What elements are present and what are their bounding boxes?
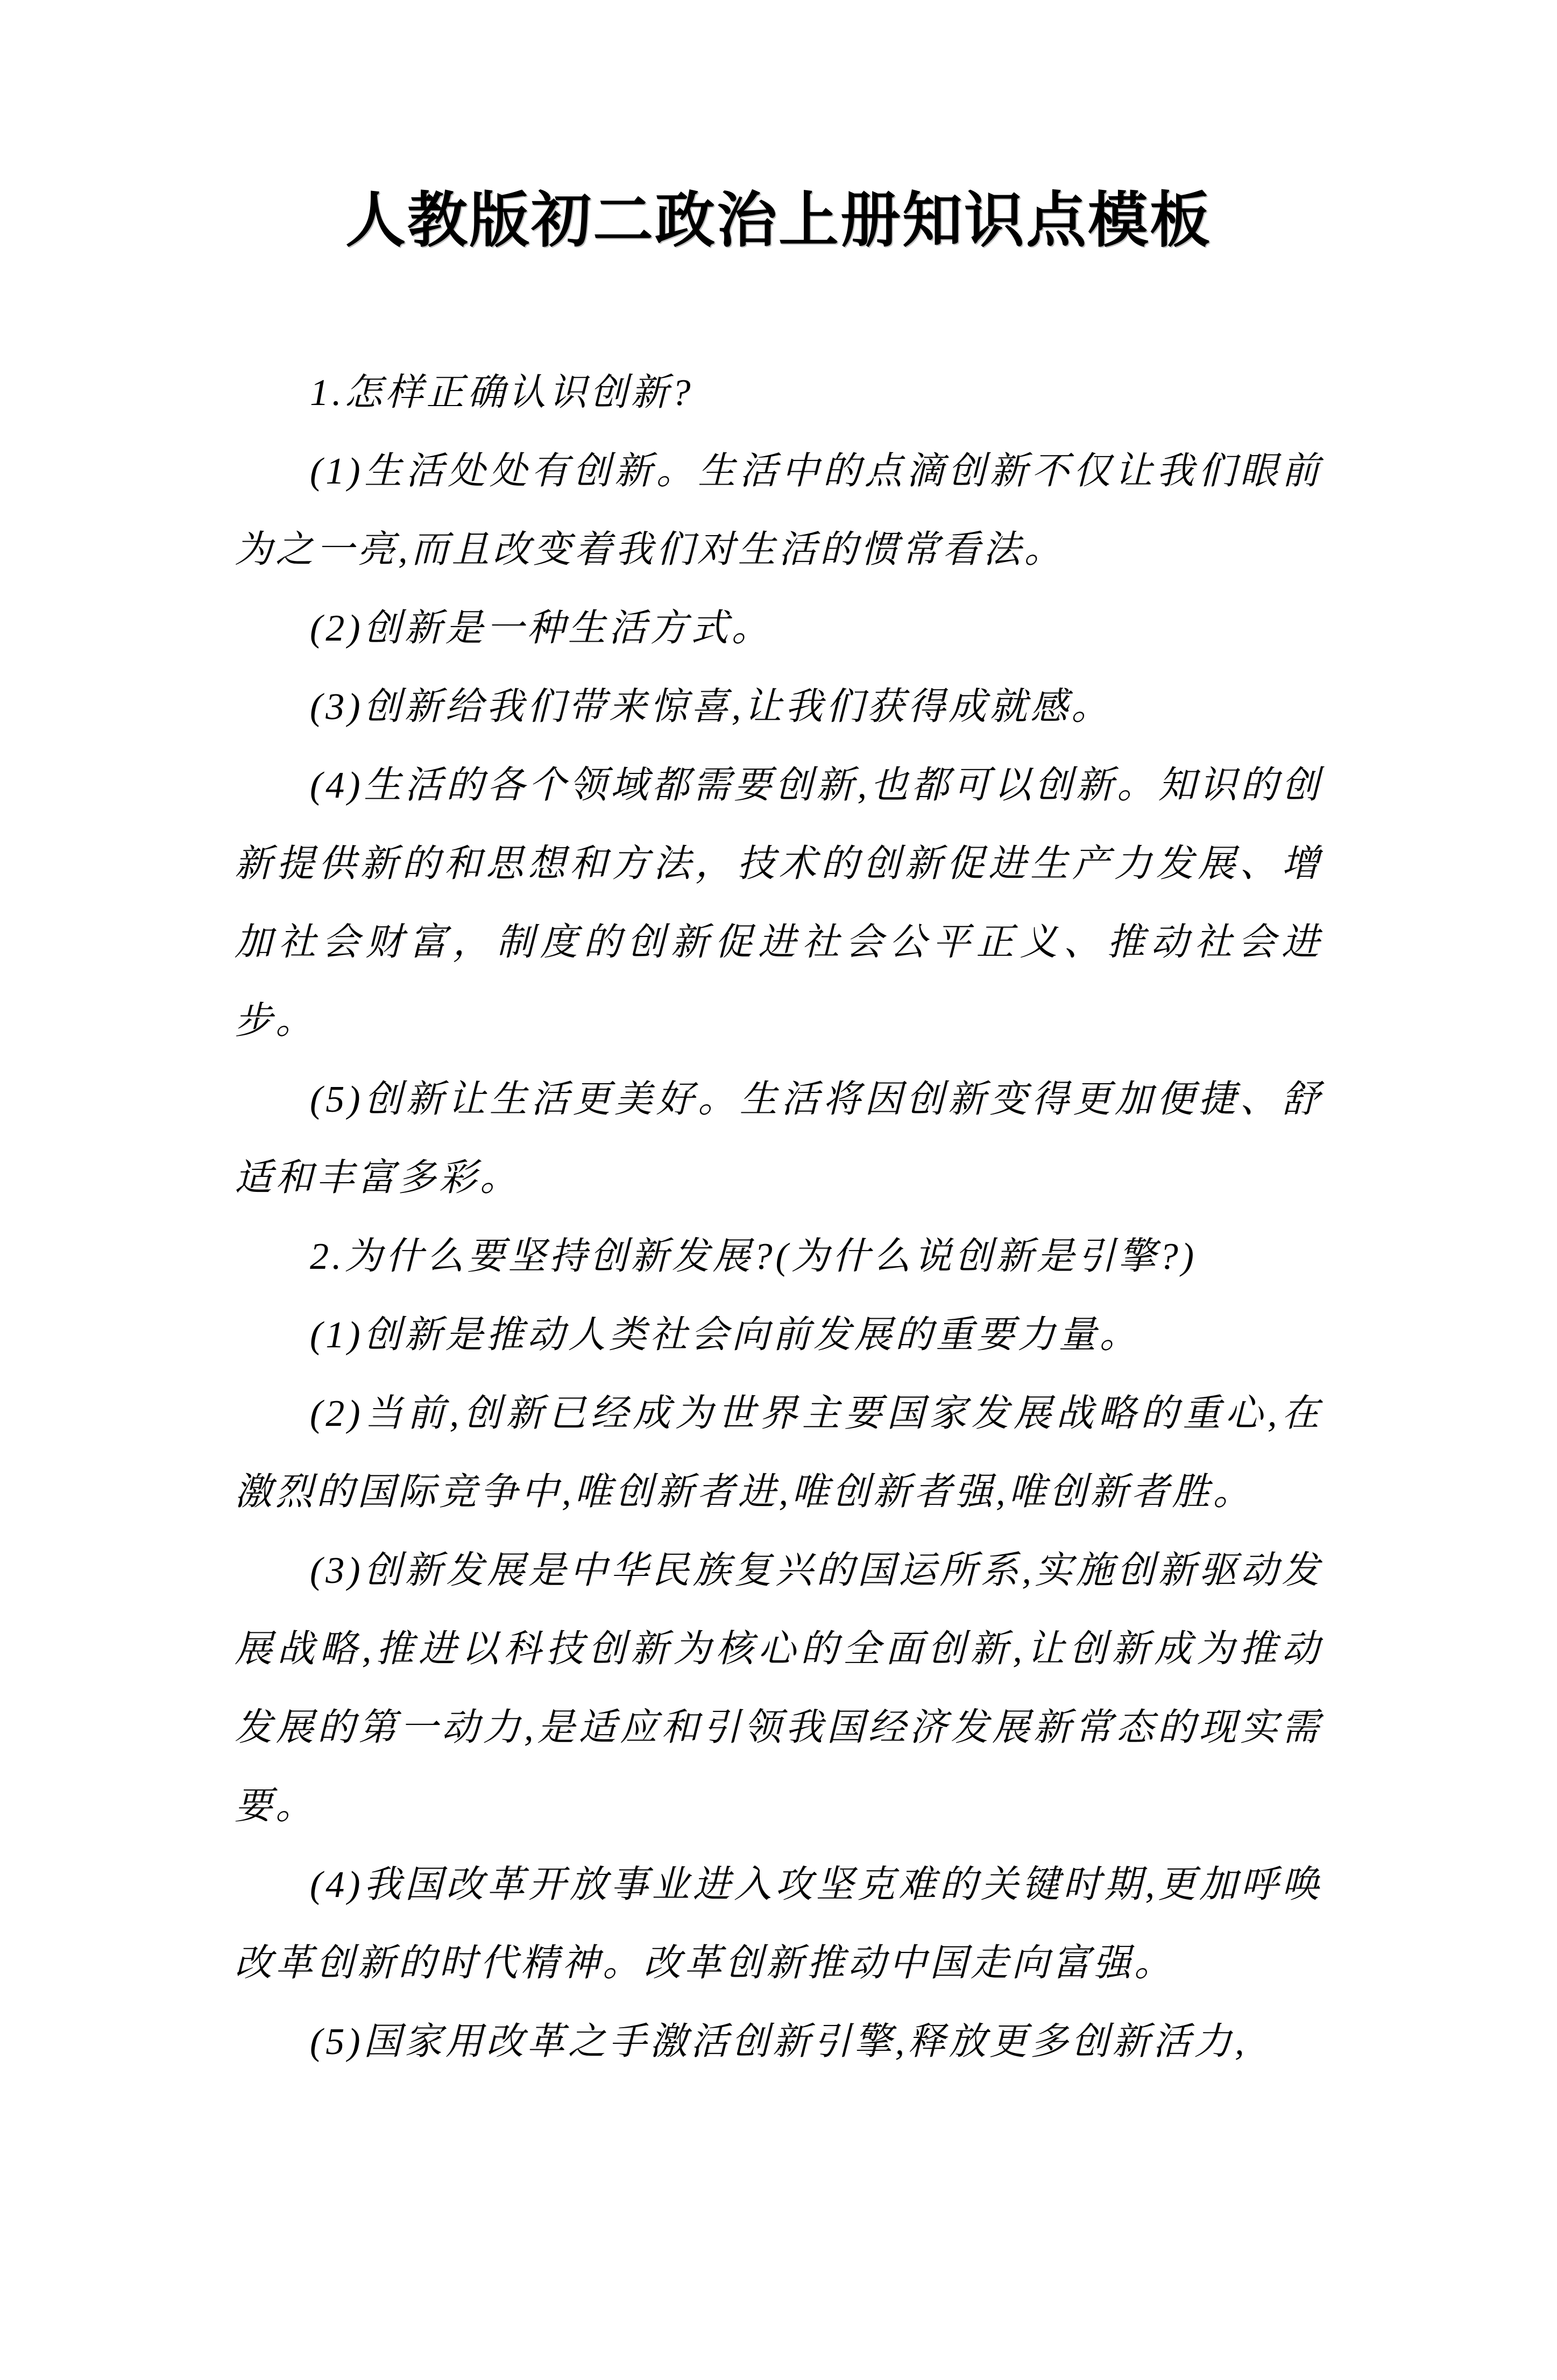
- body-paragraph: 2.为什么要坚持创新发展?(为什么说创新是引擎?): [310, 1236, 1198, 1277]
- body-paragraph: (3)创新发展是中华民族复兴的国运所系,实施创新驱动发展战略,推进以科技创新为核心的全面创新,让创新成为推动发展的第一动力,是适应和引领我国经济发展新常态的现实需要。: [235, 1550, 1322, 1827]
- body-paragraph: (5)创新让生活更美好。生活将因创新变得更加便捷、舒适和丰富多彩。: [235, 1079, 1322, 1199]
- body-paragraph: (3)创新给我们带来惊喜,让我们获得成就感。: [310, 686, 1113, 728]
- body-paragraph: (1)生活处处有创新。生活中的点滴创新不仅让我们眼前为之一亮,而且改变着我们对生活的惯常看法。: [235, 451, 1322, 571]
- document-title: 人教版初二政治上册知识点模板: [345, 188, 1212, 254]
- body-paragraph: (2)创新是一种生活方式。: [310, 608, 773, 649]
- document-page: [0, 179, 1557, 2380]
- body-paragraph: (2)当前,创新已经成为世界主要国家发展战略的重心,在激烈的国际竞争中,唯创新者进,唯创新者强,唯创新者胜。: [235, 1393, 1322, 1513]
- document-body: [235, 354, 1322, 2081]
- body-paragraph: (1)创新是推动人类社会向前发展的重要力量。: [310, 1315, 1141, 1356]
- body-paragraph: 1.怎样正确认识创新?: [310, 372, 694, 414]
- body-paragraph: (4)生活的各个领域都需要创新,也都可以创新。知识的创新提供新的和思想和方法，技术的创新促进生产力发展、增加社会财富，制度的创新促进社会公平正义、推动社会进步。: [235, 765, 1322, 1042]
- body-paragraph: (4)我国改革开放事业进入攻坚克难的关键时期,更加呼唤改革创新的时代精神。改革创新推动中国走向富强。: [235, 1864, 1322, 1984]
- body-paragraph: (5)国家用改革之手激活创新引擎,释放更多创新活力,: [310, 2021, 1248, 2063]
